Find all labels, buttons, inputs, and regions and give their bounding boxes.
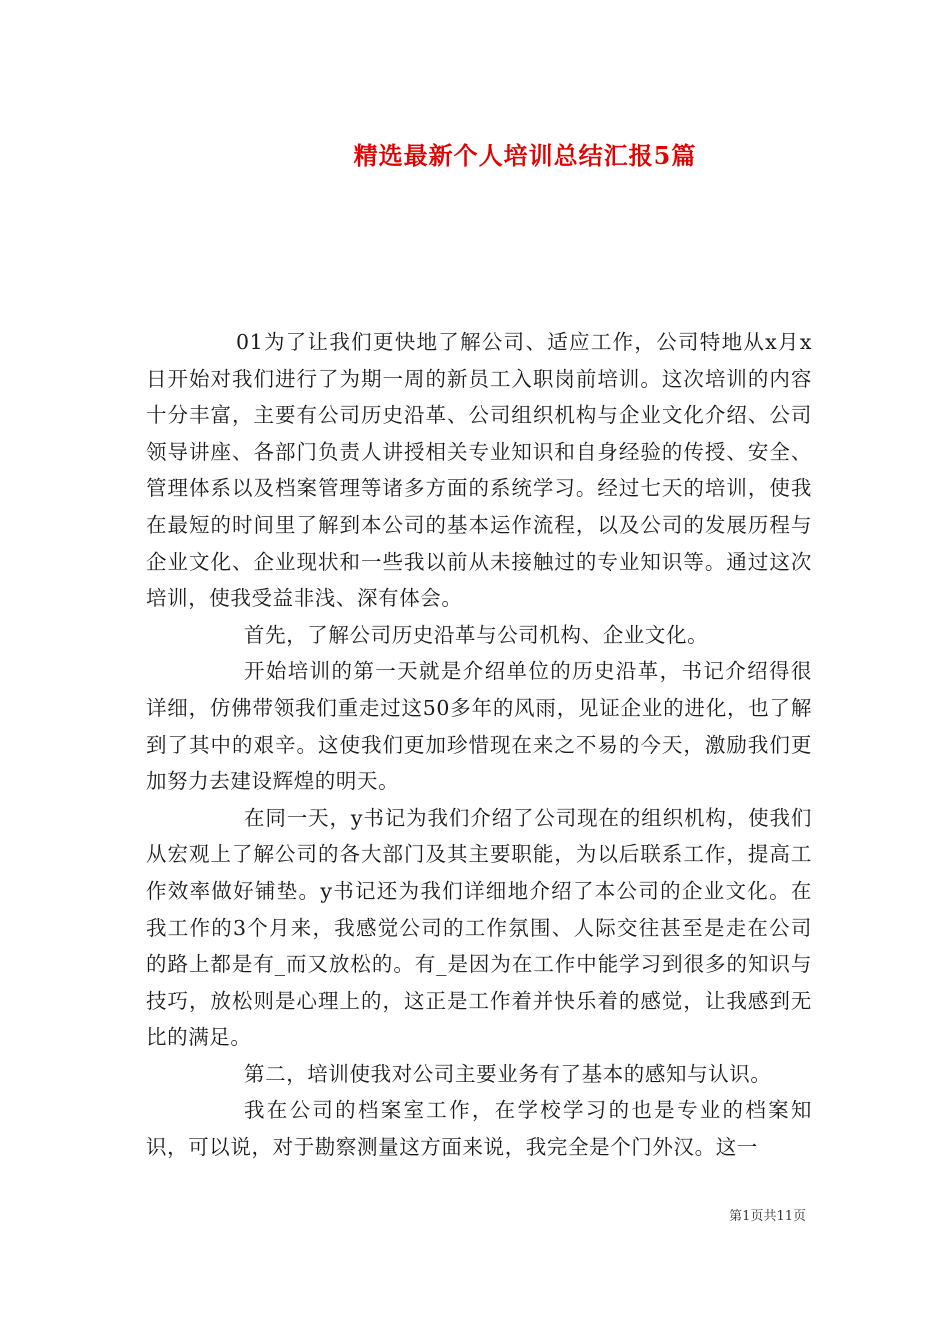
paragraph: 01为了让我们更快地了解公司、适应工作，公司特地从x月x日开始对我们进行了为期一周的新员工入职岗前培训。这次培训的内容十分丰富，主要有公司历史沿革、公司组织机构与企业文化介绍、公司领导讲座、各部门负责人讲授相关专业知识和自身经验的传授、安全、管理体系以及档案管理等诸多方面的系统学习。经过七天的培训，使我在最短的时间里了解到本公司的基本运作流程，以及公司的发展历程与企业文化、企业现状和一些我以前从未接触过的专业知识等。通过这次培训，使我受益非浅、深有体会。 [146,330,812,611]
document-title: 精选最新个人培训总结汇报5篇 [353,141,697,170]
paragraph: 开始培训的第一天就是介绍单位的历史沿革，书记介绍得很详细，仿佛带领我们重走过这50多年的风雨，见证企业的进化，也了解到了其中的艰辛。这使我们更加珍惜现在来之不易的今天，激励我们更加努力去建设辉煌的明天。 [146,659,812,794]
paragraph: 首先，了解公司历史沿革与公司机构、企业文化。 [244,622,709,647]
document-body [146,324,812,1166]
paragraph: 在同一天，y书记为我们介绍了公司现在的组织机构，使我们从宏观上了解公司的各大部门及其主要职能，为以后联系工作，提高工作效率做好铺垫。y书记还为我们详细地介绍了本公司的企业文化。在我工作的3个月来，我感觉公司的工作氛围、人际交往甚至是走在公司的路上都是有_而又放松的。有_是因为在工作中能学习到很多的知识与技巧，放松则是心理上的，这正是工作着并快乐着的感觉，让我感到无比的满足。 [146,805,812,1050]
page-number: 第1页共11页 [729,1209,806,1224]
paragraph: 第二，培训使我对公司主要业务有了基本的感知与认识。 [244,1061,772,1086]
paragraph: 我在公司的档案室工作，在学校学习的也是专业的档案知识，可以说，对于勘察测量这方面来说，我完全是个门外汉。这一 [146,1098,812,1160]
